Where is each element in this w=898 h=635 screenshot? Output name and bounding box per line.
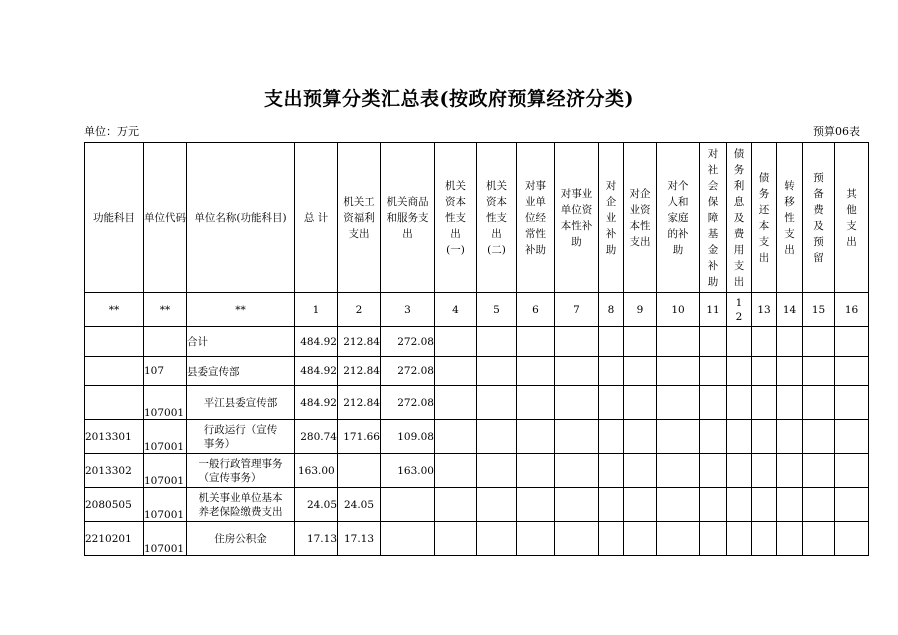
- header-c6-text: 对事业单位经常性补助: [525, 179, 546, 256]
- unit-label: 单位：万元: [84, 125, 139, 138]
- total-value: 24.05: [295, 488, 338, 522]
- index-cell: 13: [752, 293, 777, 327]
- header-c12: [727, 143, 752, 293]
- header-c2-text: 机关工资福利支出: [343, 195, 375, 240]
- unit-name: [187, 454, 295, 488]
- header-c5: [477, 143, 517, 293]
- total-value: 484.92: [295, 357, 338, 386]
- header-c16: [835, 143, 869, 293]
- c2-value: 17.13: [338, 522, 381, 556]
- index-cell: 15: [803, 293, 835, 327]
- total-value: 484.92: [295, 327, 338, 357]
- index-cell-12: 1 2: [735, 296, 743, 323]
- header-c9-text: 对企业资本性支出: [629, 187, 651, 248]
- header-c7: [555, 143, 599, 293]
- func-code: [85, 386, 144, 420]
- index-cell: 5: [477, 293, 517, 327]
- table-number: 预算06表: [813, 125, 860, 138]
- c2-value: [338, 454, 381, 488]
- header-c14-text: 转移性支出: [784, 179, 795, 256]
- header-c13-text: 债务还本支出: [758, 171, 770, 264]
- total-value: 280.74: [295, 420, 338, 454]
- unit-name-text: 机关事业单位基本养老保险缴费支出: [198, 491, 283, 518]
- header-c5-text: 机关资本性支出(二): [486, 179, 507, 256]
- c2-value: 212.84: [338, 357, 381, 386]
- total-value: 17.13: [295, 522, 338, 556]
- index-cell: 6: [517, 293, 555, 327]
- unit-code: 107001: [144, 454, 187, 488]
- table-row: [85, 386, 869, 420]
- header-c7-text: 对事业单位资本性补助: [560, 187, 593, 248]
- table-row: [85, 327, 869, 357]
- header-c2: [338, 143, 381, 293]
- c3-value: [381, 488, 435, 522]
- func-code: 2013301: [85, 420, 144, 454]
- budget-table: [84, 142, 869, 556]
- unit-name: [187, 420, 295, 454]
- c2-value: 212.84: [338, 327, 381, 357]
- table-row: [85, 420, 869, 454]
- header-func: 功能科目: [85, 143, 144, 293]
- func-code: [85, 357, 144, 386]
- table-row: [85, 454, 869, 488]
- unit-name: 县委宣传部: [187, 357, 295, 386]
- total-value: 163.00: [295, 454, 338, 488]
- func-code: 2080505: [85, 488, 144, 522]
- header-c8: [599, 143, 624, 293]
- c3-value: 272.08: [381, 357, 435, 386]
- page-title: 支出预算分类汇总表(按政府预算经济分类): [264, 88, 634, 110]
- header-c11-text: 对社会保障基金补助: [707, 147, 719, 288]
- index-cell: 10: [657, 293, 700, 327]
- table-row: [85, 488, 869, 522]
- index-cell: **: [144, 293, 187, 327]
- c3-value: 272.08: [381, 386, 435, 420]
- index-cell: **: [85, 293, 144, 327]
- func-code: [85, 327, 144, 357]
- header-c14: [777, 143, 803, 293]
- index-cell: 2: [338, 293, 381, 327]
- index-cell: 7: [555, 293, 599, 327]
- index-cell: [727, 293, 752, 327]
- unit-name-text: 一般行政管理事务（宣传事务）: [198, 457, 283, 484]
- header-c15: [803, 143, 835, 293]
- header-c10-text: 对个人和家庭的补助: [667, 179, 689, 256]
- total-value: 484.92: [295, 386, 338, 420]
- header-c10: [657, 143, 700, 293]
- header-code: 单位代码: [144, 143, 187, 293]
- header-c4-text: 机关资本性支出(一): [445, 179, 466, 256]
- header-c15-text: 预备费及预留: [813, 171, 824, 264]
- index-cell: 14: [777, 293, 803, 327]
- c3-value: 163.00: [381, 454, 435, 488]
- header-name: 单位名称(功能科目): [187, 143, 295, 293]
- unit-code: 107: [144, 357, 187, 386]
- header-c9: [624, 143, 657, 293]
- header-c12-text: 债务利息及费用支出: [733, 147, 745, 288]
- unit-code: 107001: [144, 420, 187, 454]
- unit-code: [144, 327, 187, 357]
- index-cell: 8: [599, 293, 624, 327]
- unit-code: 107001: [144, 488, 187, 522]
- unit-name: 平江县委宣传部: [187, 386, 295, 420]
- header-c16-text: 其他支出: [846, 187, 857, 248]
- index-cell: 3: [381, 293, 435, 327]
- header-c11: [700, 143, 727, 293]
- index-cell: 11: [700, 293, 727, 327]
- header-c4: [435, 143, 477, 293]
- func-code: 2013302: [85, 454, 144, 488]
- header-c6: [517, 143, 555, 293]
- unit-name: [187, 488, 295, 522]
- c3-value: [381, 522, 435, 556]
- table-row: [85, 357, 869, 386]
- unit-name: 住房公积金: [187, 522, 295, 556]
- index-row: [85, 293, 869, 327]
- c2-value: 212.84: [338, 386, 381, 420]
- unit-name: 合计: [187, 327, 295, 357]
- unit-name-text: 行政运行（宣传事务）: [203, 423, 278, 450]
- header-c8-text: 对企业补助: [605, 179, 617, 256]
- func-code: 2210201: [85, 522, 144, 556]
- header-c3-text: 机关商品和服务支出: [386, 195, 429, 240]
- table-row: [85, 522, 869, 556]
- index-cell: 9: [624, 293, 657, 327]
- c3-value: 272.08: [381, 327, 435, 357]
- index-cell: **: [187, 293, 295, 327]
- header-total: 总 计: [295, 143, 338, 293]
- index-cell: 16: [835, 293, 869, 327]
- header-c3: [381, 143, 435, 293]
- c3-value: 109.08: [381, 420, 435, 454]
- header-c13: [752, 143, 777, 293]
- unit-code: 107001: [144, 386, 187, 420]
- c2-value: 171.66: [338, 420, 381, 454]
- index-cell: 4: [435, 293, 477, 327]
- c2-value: 24.05: [338, 488, 381, 522]
- index-cell: 1: [295, 293, 338, 327]
- unit-code: 107001: [144, 522, 187, 556]
- header-row: [85, 143, 869, 293]
